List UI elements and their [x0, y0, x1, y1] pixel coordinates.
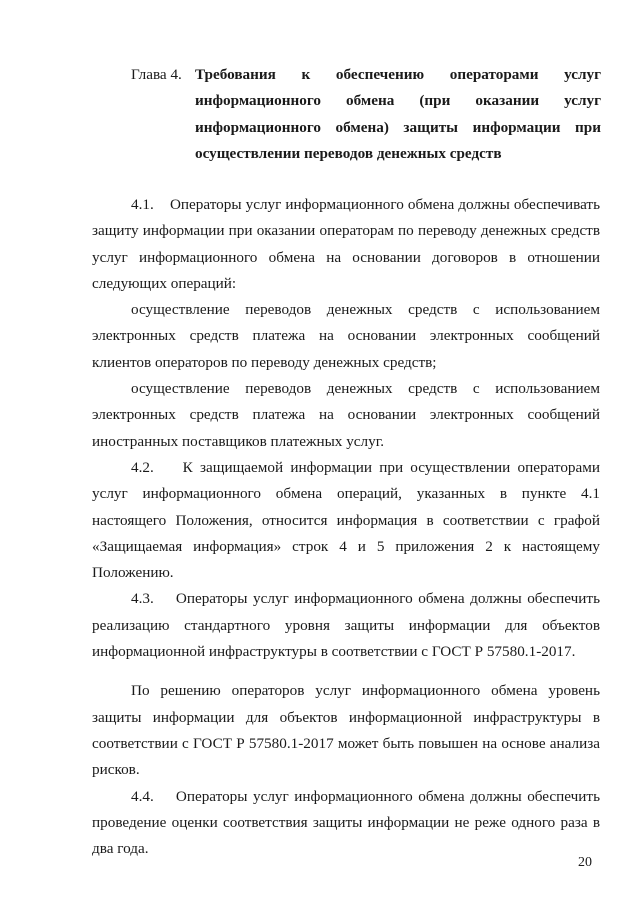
chapter-title: Требования к обеспечению операторами услуг информационного обмена (при оказании услуг информационного обмена) защиты информации при осуществлении переводов денежных средств [195, 66, 601, 163]
paragraph-4-1: 4.1. Операторы услуг информационного обмена должны обеспечивать защиту информации при оказании операторам по переводу денежных средств услуг информационного обмена на основании договоров в отношении следующих операций: [92, 196, 604, 292]
document-body [92, 192, 604, 862]
paragraph-4-3: 4.3. Операторы услуг информационного обмена должны обеспечить реализацию стандартного уровня защиты информации для объектов информационной инфраструктуры в соответствии с ГОСТ Р 57580.1-2017. [92, 590, 604, 661]
chapter-label: Глава 4. [131, 66, 182, 83]
chapter-heading [131, 62, 601, 168]
paragraph-4-2: 4.2. К защищаемой информации при осуществлении операторами услуг информационного обмена операций, указанных в пункте 4.1 настоящего Положения, относится информация в соответствии с графой «Защищаемая информация» строк 4 и 5 приложения 2 к настоящему Положению. [92, 458, 604, 582]
paragraph-4-1-item-2: осуществление переводов денежных средств с использованием электронных средств платежа на основании электронных сообщений иностранных поставщиков платежных услуг. [92, 380, 604, 450]
paragraph-4-3-note: По решению операторов услуг информационного обмена уровень защиты информации для объектов информационной инфраструктуры в соответствии с ГОСТ Р 57580.1-2017 может быть повышен на основе анализа рисков. [92, 682, 604, 779]
paragraph-4-1-item-1: осуществление переводов денежных средств с использованием электронных средств платежа на основании электронных сообщений клиентов операторов по переводу денежных средств; [92, 301, 604, 371]
paragraph-4-4: 4.4. Операторы услуг информационного обмена должны обеспечить проведение оценки соответствия защиты информации не реже одного раза в два года. [92, 787, 604, 858]
page-number: 20 [578, 855, 592, 870]
